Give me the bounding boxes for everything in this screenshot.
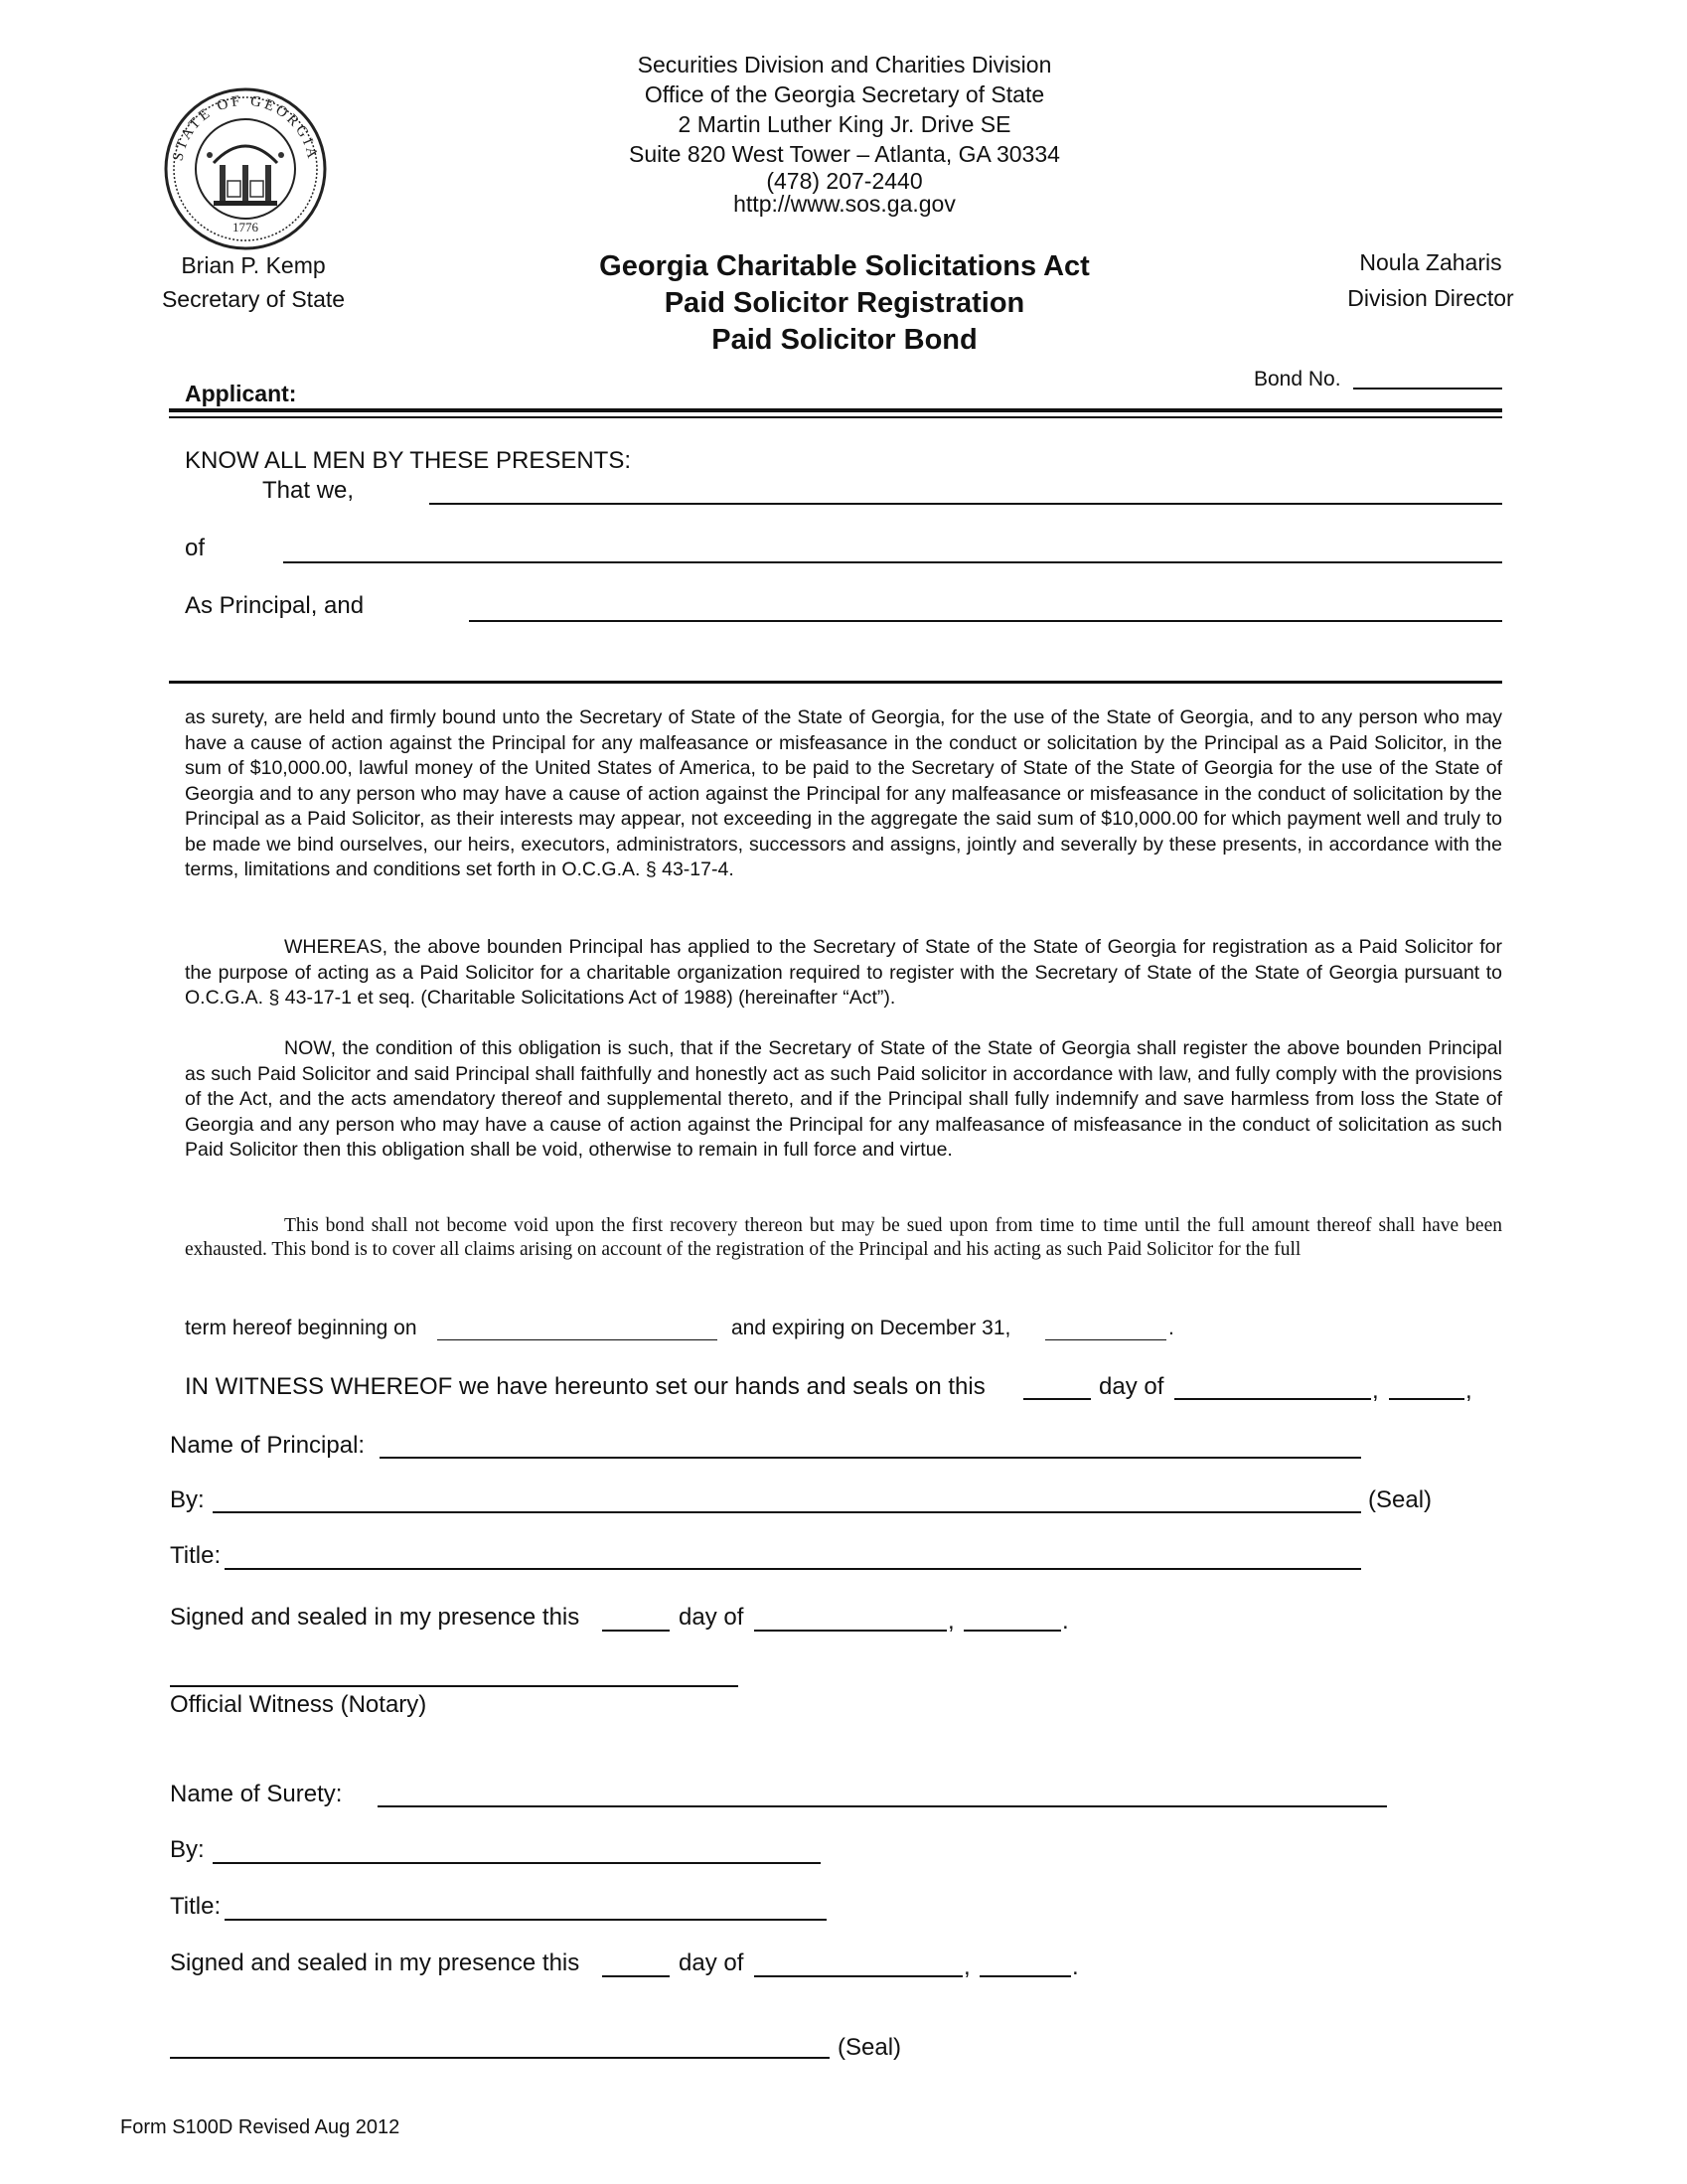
surety-signed-year-field[interactable] [980,1975,1071,1977]
form-number: Form S100D Revised Aug 2012 [120,2116,400,2138]
header-rule [169,416,1502,418]
surety-seal-label: (Seal) [838,2034,902,2061]
principal-address-field[interactable] [283,561,1502,563]
title-line: Paid Solicitor Bond [711,324,978,356]
term-year-field[interactable] [1045,1339,1166,1340]
witness-day-of-label: day of [1099,1373,1164,1400]
recovery-paragraph: This bond shall not become void upon the first recovery thereon but may be sued upon from time to time until the full amount thereof shall have been exhausted. This bond is to cover all claims arising on account of the registration of the Principal and his acting as such Paid Solicitor for the full [185,1215,1502,1260]
as-principal-label: As Principal, and [185,592,365,619]
title-line: Georgia Charitable Solicitations Act [599,250,1090,282]
address-line: Office of the Georgia Secretary of State [644,81,1045,107]
bond-no-label: Bond No. [1254,368,1341,390]
address-line: (478) 207-2440 [766,168,923,194]
surety-by-field[interactable] [213,1862,821,1864]
surety-name-field[interactable] [469,620,1502,622]
principal-day-of-label: day of [679,1604,744,1631]
of-label: of [185,535,206,561]
secretary-of-state [129,248,378,316]
header-rule [169,408,1502,412]
title-line: Paid Solicitor Registration [664,287,1025,319]
official-name: Brian P. Kemp [181,252,326,278]
svg-text:STATE OF GEORGIA: STATE OF GEORGIA [170,92,321,163]
that-we-label: That we, [262,477,355,504]
division-director [1302,244,1560,316]
principal-signed-label: Signed and sealed in my presence this [170,1604,580,1631]
notary-label: Official Witness (Notary) [170,1691,427,1718]
address-line: 2 Martin Luther King Jr. Drive SE [678,111,1011,137]
comma: , [948,1608,955,1635]
surety-by-label: By: [170,1836,205,1863]
principal-title-label: Title: [170,1542,222,1569]
principal-by-label: By: [170,1486,205,1513]
witness-year-field[interactable] [1389,1398,1464,1400]
form-title [537,248,1152,359]
principal-name-label: Name of Principal: [170,1432,366,1459]
term-expiring-label: and expiring on December 31, [731,1317,1011,1339]
surety-signed-month-field[interactable] [754,1975,963,1977]
surety-name-label: Name of Surety: [170,1781,343,1807]
witness-day-field[interactable] [1023,1398,1091,1400]
bond-no-field[interactable] [1353,388,1502,390]
address-line: Securities Division and Charities Division [637,52,1052,78]
surety-title-label: Title: [170,1893,222,1920]
official-title: Secretary of State [161,286,346,312]
surety-name-signature-field[interactable] [378,1805,1387,1807]
whereas-paragraph: WHEREAS, the above bounden Principal has applied to the Secretary of State of the State of Georgia for registration as a Paid Solicitor for the purpose of acting as a Paid Solicitor for a charitable organization required to register with the Secretary of State of the State of Georgia pursuant to O.C.G.A. § 43-17-1 et seq. (Charitable Solicitations Act of 1988) (hereinafter “Act”). [185,936,1502,1009]
witness-month-field[interactable] [1174,1398,1371,1400]
official-title: Division Director [1347,285,1514,311]
comma: , [1372,1377,1379,1404]
surety-title-field[interactable] [225,1919,827,1921]
principal-seal-label: (Seal) [1368,1486,1433,1513]
address-line: Suite 820 West Tower – Atlanta, GA 30334 [629,141,1060,167]
bond-paragraph: as surety, are held and firmly bound unto the Secretary of State of the State of Georgia, for the use of the State of Georgia, and to any person who may have a cause of action against the Principal for any malfeasance or misfeasance in the conduct or solicitation by the Principal as a Paid Solicitor, in the sum of $10,000.00, lawful money of the United States of America, to be paid to the Secretary of State of the State of Georgia for the use of the State of Georgia and to any person who may have a cause of action against the Principal for any malfeasance or misfeasance in the conduct of solicitation by the Principal as a Paid Solicitor, as their interests may appear, not exceeding in the aggregate the said sum of $10,000.00 for which payment well and truly to be made we bind ourselves, our heirs, executors, administrators, successors and assigns, jointly and severally by these presents, in accordance with the terms, limitations and conditions set forth in O.C.G.A. § 43-17-4. [185,706,1502,880]
principal-signed-day-field[interactable] [602,1630,670,1632]
principal-name-field[interactable] [429,503,1502,505]
website-link[interactable]: http://www.sos.ga.gov [733,191,956,217]
principal-title-field[interactable] [225,1568,1361,1570]
surety-seal-signature-field[interactable] [170,2057,830,2059]
period: . [1062,1608,1069,1635]
principal-signed-month-field[interactable] [754,1630,947,1632]
condition-paragraph: NOW, the condition of this obligation is such, that if the Secretary of State of the State of Georgia shall register the above bounden Principal as such Paid Solicitor and said Principal shall faithfully and honestly act as such Paid solicitor in accordance with law, and fully comply with the provisions of the Act, and the acts amendatory thereof and supplemental thereto, and if the Principal shall fully indemnify and save harmless from loss the State of Georgia and any person who may have a cause of action against the Principal for any malfeasance of misfeasance in the conduct of solicitation as such Paid Solicitor then this obligation shall be void, otherwise to remain in full force and virtue. [185,1037,1502,1161]
svg-text:1776: 1776 [232,220,258,234]
notary-signature-field[interactable] [170,1685,738,1687]
surety-rule [169,681,1502,684]
in-witness-label: IN WITNESS WHEREOF we have hereunto set our hands and seals on this [185,1373,986,1400]
official-name: Noula Zaharis [1359,249,1502,275]
agency-address [556,50,1133,215]
principal-signed-year-field[interactable] [964,1630,1061,1632]
principal-by-field[interactable] [213,1511,1361,1513]
surety-signed-day-field[interactable] [602,1975,670,1977]
term-period: . [1168,1317,1174,1339]
principal-name-signature-field[interactable] [380,1457,1361,1459]
comma: , [1465,1377,1472,1404]
surety-signed-label: Signed and sealed in my presence this [170,1950,580,1976]
georgia-state-seal [162,85,329,252]
term-beginning-label: term hereof beginning on [185,1317,417,1339]
surety-day-of-label: day of [679,1950,744,1976]
applicant-label: Applicant: [185,381,297,406]
comma: , [964,1953,971,1980]
period: . [1072,1953,1079,1980]
know-all-heading: KNOW ALL MEN BY THESE PRESENTS: [185,447,632,474]
term-beginning-field[interactable] [437,1339,717,1340]
